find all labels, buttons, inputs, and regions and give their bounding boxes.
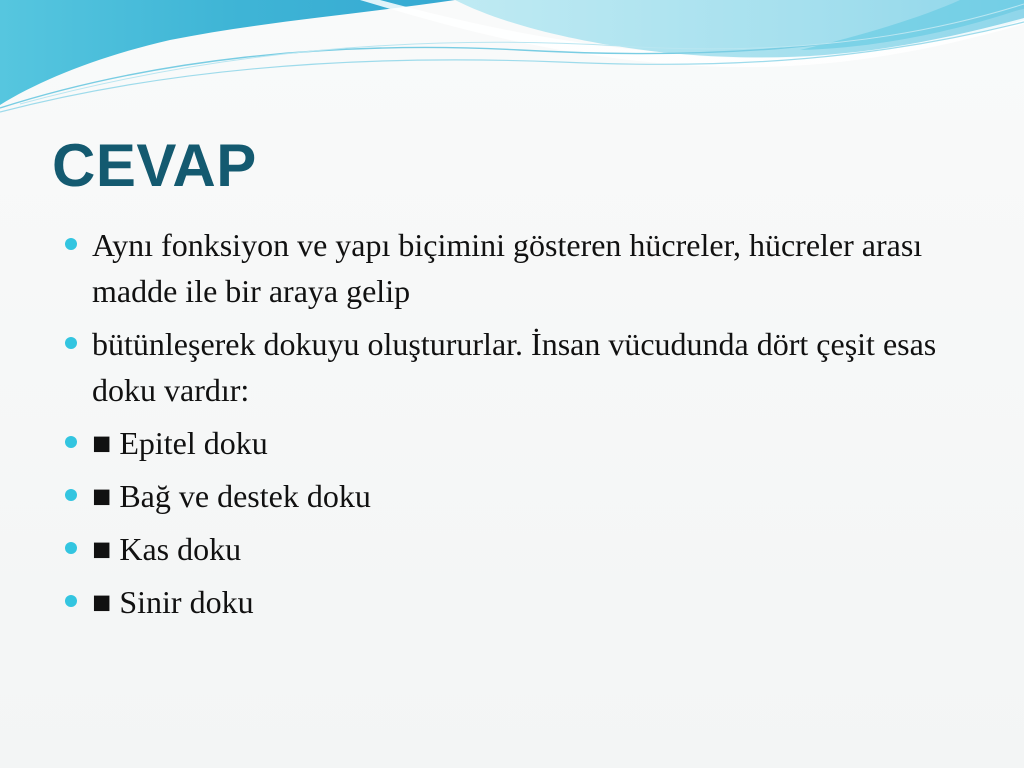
bullet-dot-icon — [65, 238, 77, 250]
bullet-item — [64, 321, 964, 413]
bullet-dot-icon — [65, 337, 77, 349]
bullet-text: ■ Epitel doku — [92, 425, 268, 461]
bullet-item — [64, 473, 964, 519]
bullet-item — [64, 579, 964, 625]
bullet-text: ■ Bağ ve destek doku — [92, 478, 371, 514]
bullet-text: Aynı fonksiyon ve yapı biçimini gösteren hücreler, hücreler arası madde ile bir araya gelip — [92, 227, 923, 309]
bullet-dot-icon — [65, 542, 77, 554]
bullet-list — [64, 222, 964, 632]
bullet-text: bütünleşerek dokuyu oluştururlar. İnsan vücudunda dört çeşit esas doku vardır: — [92, 326, 937, 408]
bullet-dot-icon — [65, 436, 77, 448]
bullet-dot-icon — [65, 489, 77, 501]
bullet-item — [64, 222, 964, 314]
slide-title: CEVAP — [52, 132, 257, 199]
bullet-item — [64, 420, 964, 466]
header-wave-decoration — [0, 0, 1024, 130]
bullet-text: ■ Kas doku — [92, 531, 242, 567]
bullet-dot-icon — [65, 595, 77, 607]
bullet-text: ■ Sinir doku — [92, 584, 254, 620]
bullet-item — [64, 526, 964, 572]
